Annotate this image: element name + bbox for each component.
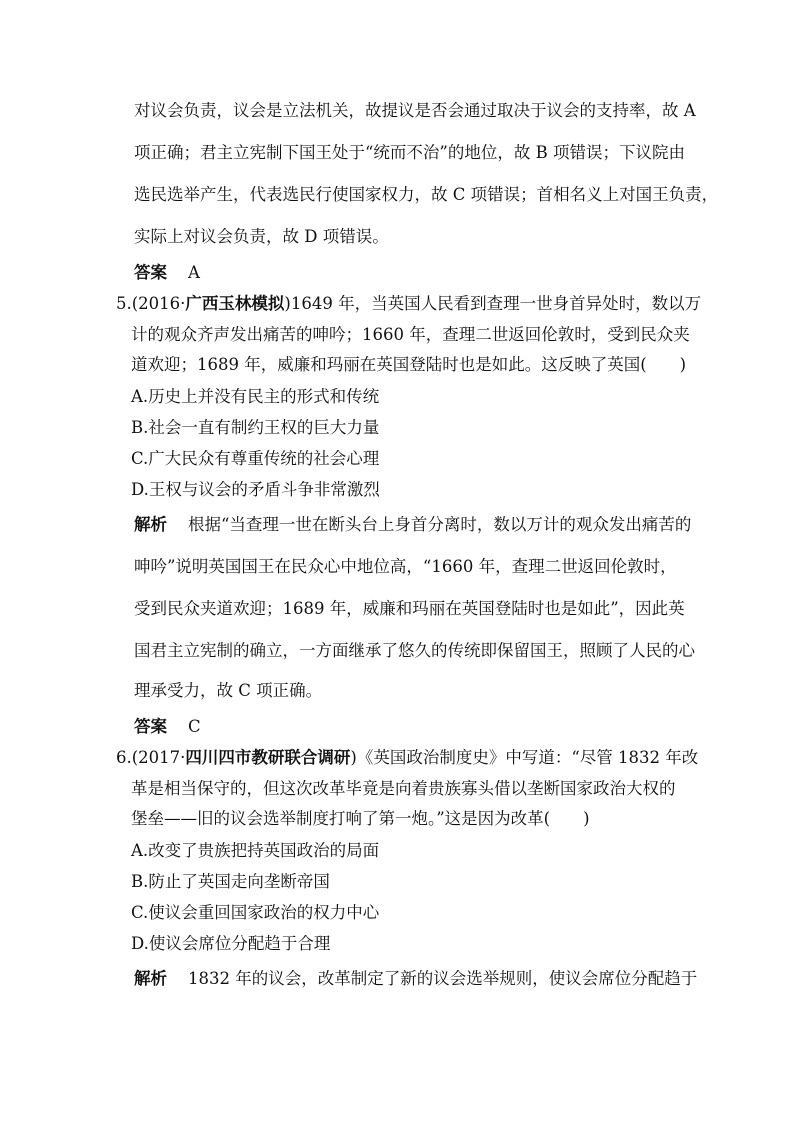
q5-stem-line-1: 5.(2016·广西玉林模拟)1649 年，当英国人民看到查理一世身首异处时，数以万 bbox=[116, 294, 702, 313]
answer-value: C bbox=[187, 717, 201, 736]
q6-option-d: D.使议会席位分配趋于合理 bbox=[131, 934, 331, 953]
prev-analysis-line-3: 选民选举产生，代表选民行使国家权力，故 C 项错误；首相名义上对国王负责， bbox=[134, 185, 719, 204]
q6-option-b: B.防止了英国走向垄断帝国 bbox=[131, 872, 330, 891]
analysis-label: 解析 bbox=[134, 969, 167, 988]
prev-analysis-line-4: 实际上对议会负责，故 D 项错误。 bbox=[134, 227, 389, 246]
answer-label: 答案 bbox=[134, 263, 167, 282]
q6-source: 四川四市教研联合调研 bbox=[185, 748, 351, 767]
q6-stem-line-2: 革是相当保守的，但这次改革毕竟是向着贵族寡头借以垄断国家政治大权的 bbox=[131, 779, 676, 798]
q5-analysis-line-1: 解析 根据“当查理一世在断头台上身首分离时，数以万计的观众发出痛苦的 bbox=[134, 515, 692, 534]
prev-analysis-line-1: 对议会负责，议会是立法机关，故提议是否会通过取决于议会的支持率，故 A bbox=[134, 101, 696, 120]
q5-analysis-line-5: 理承受力，故 C 项正确。 bbox=[134, 681, 323, 700]
q5-option-c: C.广大民众有尊重传统的社会心理 bbox=[131, 449, 380, 468]
q5-analysis-line-2: 呻吟”说明英国国王在民众心中地位高，“1660 年，查理二世返回伦敦时， bbox=[134, 557, 677, 576]
prev-answer bbox=[134, 262, 200, 284]
answer-value: A bbox=[187, 263, 200, 282]
q6-option-a: A.改变了贵族把持英国政治的局面 bbox=[131, 841, 380, 860]
q6-stem-line-1: 6.(2017·四川四市教研联合调研)《英国政治制度史》中写道：“尽管 1832 年改 bbox=[116, 748, 699, 767]
q5-analysis-line-3: 受到民众夹道欢迎；1689 年，威廉和玛丽在英国登陆时也是如此”，因此英 bbox=[134, 599, 685, 618]
q5-option-d: D.王权与议会的矛盾斗争非常激烈 bbox=[131, 480, 380, 499]
q5-option-a: A.历史上并没有民主的形式和传统 bbox=[131, 387, 380, 406]
q5-source: 广西玉林模拟 bbox=[185, 294, 285, 313]
q6-stem-line-3: 堡垒——旧的议会选举制度打响了第一炮。”这是因为改革( ) bbox=[131, 809, 590, 828]
q6-analysis-line-1: 解析 1832 年的议会，改革制定了新的议会选举规则，使议会席位分配趋于 bbox=[134, 969, 698, 988]
q6-option-c: C.使议会重回国家政治的权力中心 bbox=[131, 903, 380, 922]
q5-answer bbox=[134, 716, 201, 738]
q5-analysis-line-4: 国君主立宪制的确立，一方面继承了悠久的传统即保留国王，照顾了人民的心 bbox=[134, 641, 695, 660]
answer-label: 答案 bbox=[134, 717, 167, 736]
q5-stem-line-2: 计的观众齐声发出痛苦的呻吟；1660 年，查理二世返回伦敦时，受到民众夹 bbox=[131, 325, 690, 344]
q5-option-b: B.社会一直有制约王权的巨大力量 bbox=[131, 418, 380, 437]
q5-stem-line-3: 道欢迎；1689 年，威廉和玛丽在英国登陆时也是如此。这反映了英国( ) bbox=[131, 355, 687, 374]
analysis-label: 解析 bbox=[134, 515, 167, 534]
prev-analysis-line-2: 项正确；君主立宪制下国王处于“统而不治”的地位，故 B 项错误；下议院由 bbox=[134, 143, 685, 162]
